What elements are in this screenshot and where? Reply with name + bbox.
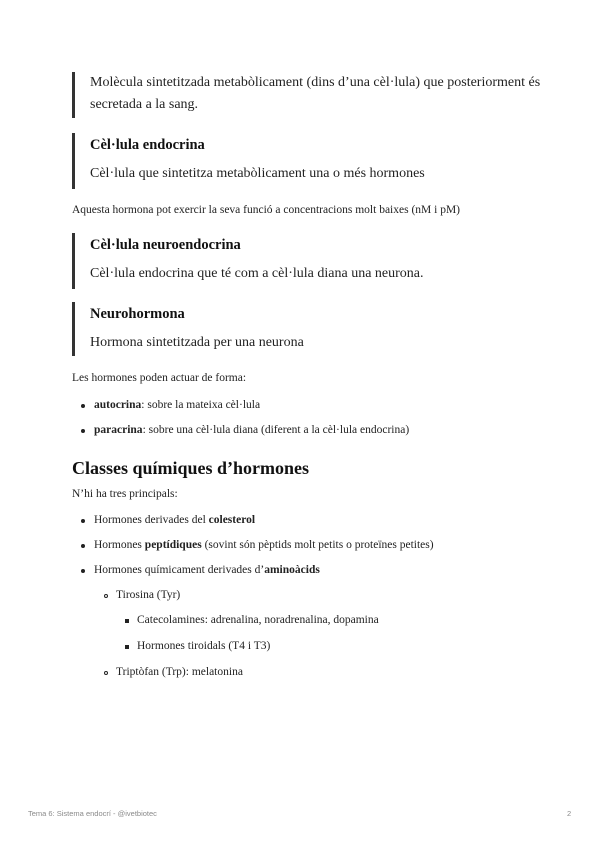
quote-title: Neurohormona bbox=[90, 306, 185, 322]
list-item-cholesterol bbox=[94, 513, 255, 527]
definition-neuroendocrine-cell-quote bbox=[72, 233, 550, 289]
quote-text: Cèl·lula que sintetitza metabòlicament una o més hormones bbox=[90, 166, 425, 181]
definition-endocrine-cell-quote bbox=[72, 133, 550, 189]
bullet-circle bbox=[104, 671, 108, 675]
list-item-amino bbox=[94, 563, 320, 577]
list-item-text: Hormones derivades del bbox=[94, 514, 209, 526]
bullet-disc bbox=[81, 429, 85, 433]
section-heading: Classes químiques d’hormones bbox=[72, 458, 310, 478]
footer-label: Tema 6: Sistema endocrí - @ivetbiotec bbox=[28, 809, 157, 818]
list-item-bold: colesterol bbox=[208, 514, 256, 526]
bullet-disc bbox=[81, 544, 85, 548]
list-item-bold: aminoàcids bbox=[264, 564, 320, 576]
quote-text: Cèl·lula endocrina que té com a cèl·lula diana una neurona. bbox=[90, 266, 424, 281]
list-item-peptide bbox=[94, 538, 434, 552]
bullet-square bbox=[125, 645, 129, 649]
bullet-disc bbox=[81, 569, 85, 573]
list-item-paracrina bbox=[94, 423, 409, 437]
paragraph-concentration: Aquesta hormona pot exercir la seva funció a concentracions molt baixes (nM i pM) bbox=[72, 204, 461, 216]
bullet-disc bbox=[81, 519, 85, 523]
definition-hormone-quote bbox=[72, 72, 550, 118]
bullet-disc bbox=[81, 404, 85, 408]
list-item-text: : sobre la mateixa cèl·lula bbox=[141, 399, 261, 411]
list-item-tyrosine: Tirosina (Tyr) bbox=[116, 589, 181, 601]
list-item-bold: peptídiques bbox=[144, 539, 202, 551]
quote-title: Cèl·lula neuroendocrina bbox=[90, 237, 241, 253]
bullet-circle bbox=[104, 594, 108, 598]
definition-neurohormone-quote bbox=[72, 302, 550, 356]
list-item-text: Hormones químicament derivades d’ bbox=[94, 564, 265, 576]
list-item-autocrina bbox=[94, 398, 260, 412]
list-item-tryptophan: Triptòfan (Trp): melatonina bbox=[116, 666, 243, 678]
list-item-text: Hormones bbox=[94, 539, 145, 551]
list-item-thyroid: Hormones tiroidals (T4 i T3) bbox=[137, 640, 271, 652]
list-item-bold: autocrina bbox=[94, 399, 142, 411]
quote-text: Molècula sintetitzada metabòlicament (dins d’una cèl·lula) que posteriorment és secretada a la sang. bbox=[90, 75, 541, 112]
quote-title: Cèl·lula endocrina bbox=[90, 137, 205, 153]
list-item-text: (sovint són pèptids molt petits o proteïnes petites) bbox=[201, 539, 434, 551]
list-item-text: : sobre una cèl·lula diana (diferent a la cèl·lula endocrina) bbox=[142, 424, 410, 436]
paragraph-three-main: N’hi ha tres principals: bbox=[72, 488, 178, 500]
list-item-bold: paracrina bbox=[94, 424, 143, 436]
quote-text: Hormona sintetitzada per una neurona bbox=[90, 335, 304, 350]
paragraph-forms-intro: Les hormones poden actuar de forma: bbox=[72, 372, 247, 384]
list-item-catecholamines: Catecolamines: adrenalina, noradrenalina, dopamina bbox=[137, 614, 379, 626]
bullet-square bbox=[125, 619, 129, 623]
page-number: 2 bbox=[567, 809, 572, 818]
